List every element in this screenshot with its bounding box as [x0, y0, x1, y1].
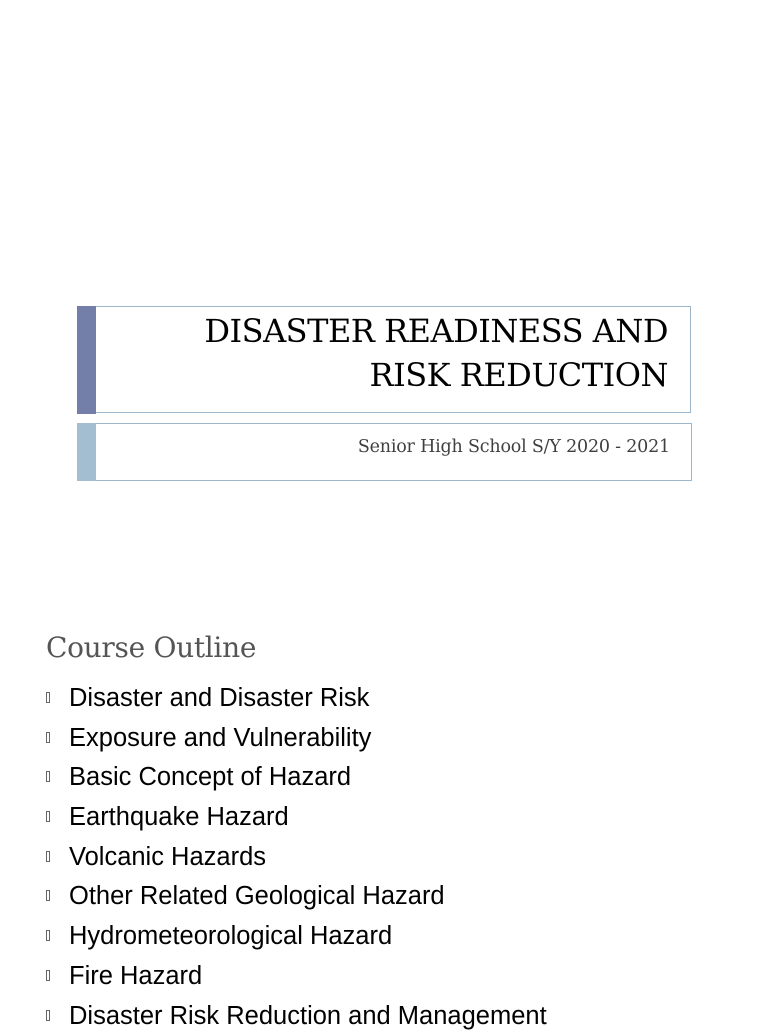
title-box	[77, 306, 691, 413]
bullet-icon	[46, 732, 50, 743]
list-item-text: Other Related Geological Hazard	[69, 882, 445, 911]
slide-title	[108, 309, 668, 397]
bullet-icon	[46, 811, 50, 822]
slide-title-line-1: DISASTER READINESS AND	[204, 312, 668, 350]
bullet-icon	[46, 970, 50, 981]
slide-subtitle: Senior High School S/Y 2020 - 2021	[357, 437, 670, 457]
list-item-text: Disaster and Disaster Risk	[69, 684, 370, 712]
list-item-text: Volcanic Hazards	[69, 842, 267, 871]
list-item-text: Earthquake Hazard	[69, 803, 289, 832]
list-item-text: Hydrometeorological Hazard	[69, 922, 393, 951]
subtitle-box	[77, 423, 692, 481]
bullet-icon	[46, 890, 50, 901]
list-item-text: Disaster Risk Reduction and Management	[69, 1001, 547, 1030]
outline-heading: Course Outline	[46, 631, 257, 664]
bullet-icon	[46, 930, 50, 941]
list-item-text: Fire Hazard	[69, 961, 203, 990]
bullet-icon	[46, 771, 50, 782]
subtitle-accent-bar	[77, 423, 96, 481]
slide-title-line-2: RISK REDUCTION	[369, 356, 668, 394]
bullet-icon	[46, 1010, 50, 1021]
bullet-icon	[46, 851, 50, 862]
list-item-text: Basic Concept of Hazard	[69, 763, 352, 792]
bullet-icon	[46, 692, 50, 703]
title-accent-bar	[77, 306, 96, 414]
list-item-text: Exposure and Vulnerability	[69, 723, 372, 752]
